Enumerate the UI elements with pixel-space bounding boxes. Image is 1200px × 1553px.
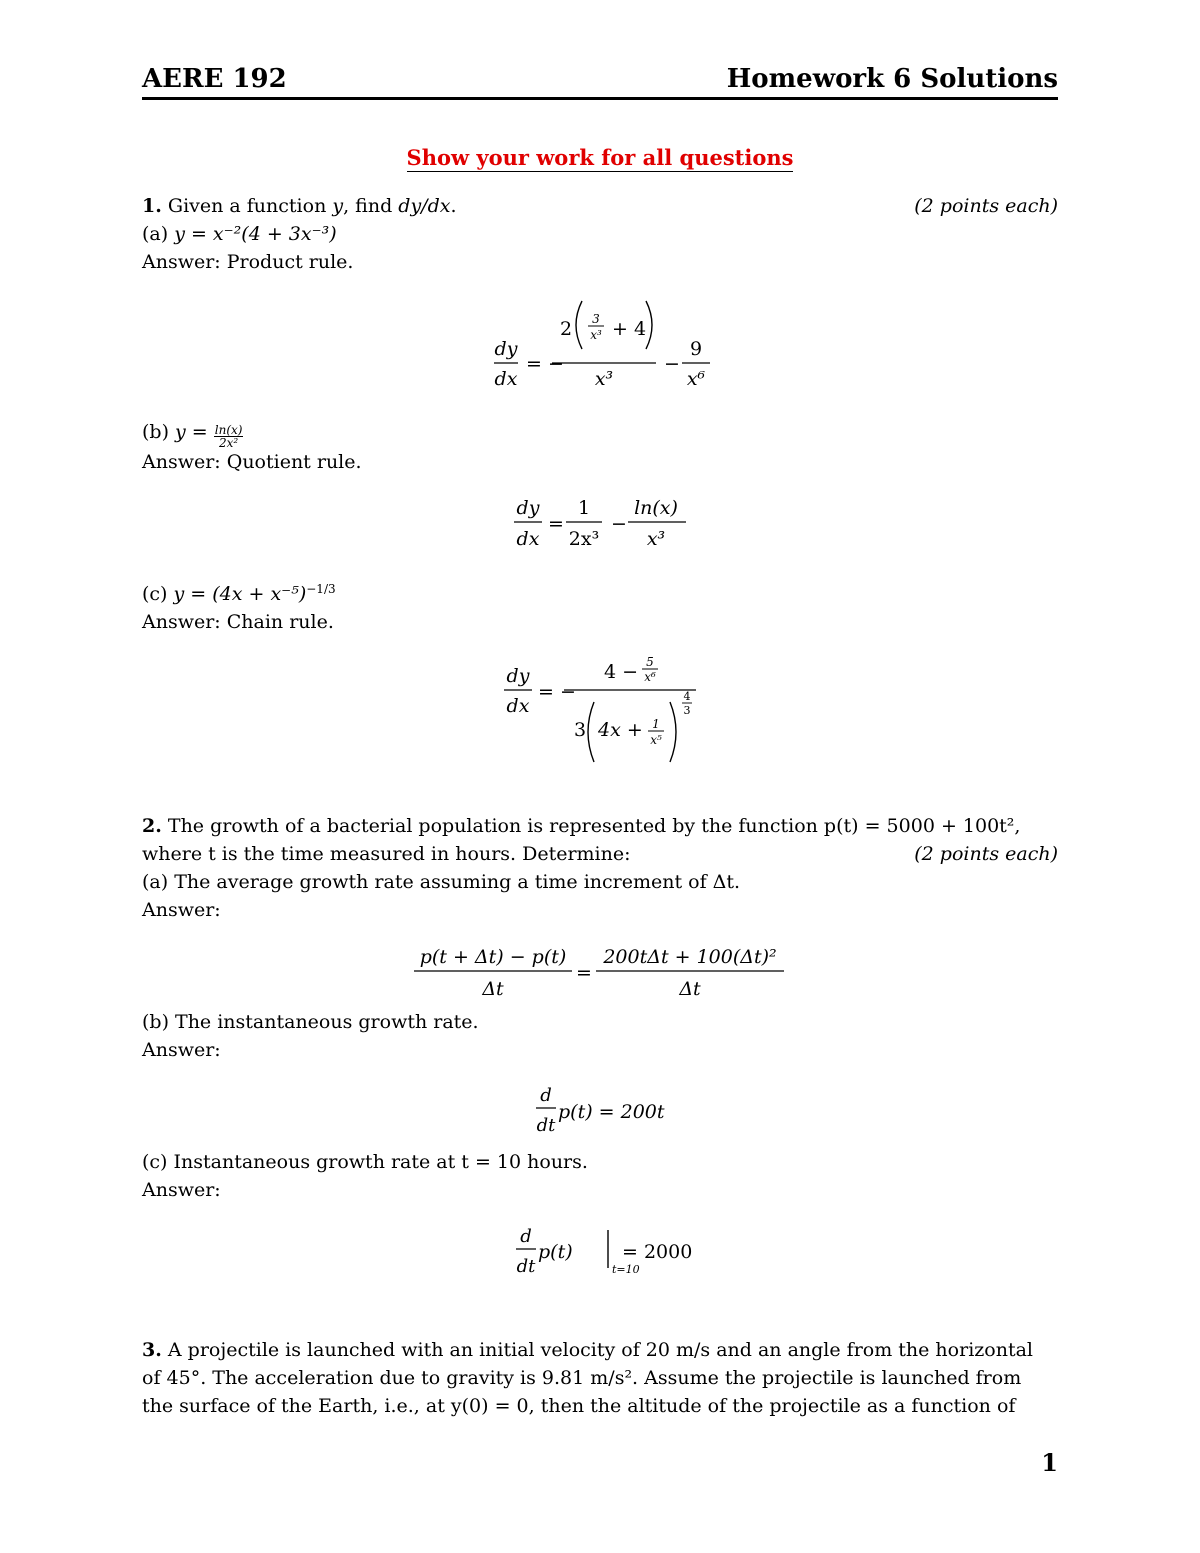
q3-number: 3.: [142, 1339, 162, 1361]
svg-text:ln(x): ln(x): [634, 497, 678, 519]
equation-2c-svg: [142, 1218, 1058, 1288]
q3-line1: 3. A projectile is launched with an initial velocity of 20 m/s and an angle from the horizontal: [142, 1339, 1033, 1361]
equation-1b-svg: [142, 490, 1058, 560]
svg-text:x³: x³: [594, 368, 614, 390]
instruction-text: Show your work for all questions: [406, 145, 794, 170]
equation-1b: [142, 490, 1058, 560]
q1b-answer: Answer: Quotient rule.: [142, 451, 362, 473]
svg-text:dx: dx: [494, 368, 518, 390]
equation-2b: [142, 1075, 1058, 1145]
instruction-banner: [0, 144, 1200, 172]
svg-text:5: 5: [646, 655, 654, 669]
svg-text:x⁵: x⁵: [650, 733, 662, 747]
q2c-text: (c) Instantaneous growth rate at t = 10 hours.: [142, 1151, 588, 1173]
q1a-function: (a) y = x⁻²(4 + 3x⁻³): [142, 223, 337, 245]
svg-text:2: 2: [560, 318, 573, 340]
svg-text:= −: = −: [538, 681, 576, 703]
q2-number: 2.: [142, 815, 162, 837]
svg-text:4 −: 4 −: [604, 661, 639, 683]
q1-number: 1.: [142, 195, 162, 217]
q2-line1: 2. The growth of a bacterial population is represented by the function p(t) = 5000 + 100t²,: [142, 815, 1021, 837]
q1b-function: (b) y = $\frac{\ln(x)}{\text{2x²}}$: [142, 421, 243, 450]
document-title: Homework 6 Solutions: [726, 64, 1058, 94]
svg-text:dt: dt: [536, 1115, 556, 1136]
svg-text:dy: dy: [516, 497, 540, 519]
equation-2a: [142, 935, 1058, 1005]
svg-text:9: 9: [689, 338, 703, 360]
svg-text:4: 4: [683, 690, 691, 703]
svg-text:dx: dx: [506, 695, 530, 717]
svg-text:Δt: Δt: [482, 978, 504, 1000]
course-code: AERE 192: [142, 64, 287, 94]
svg-text:dx: dx: [516, 528, 540, 550]
q1a-answer: Answer: Product rule.: [142, 251, 354, 273]
q1-prompt: 1. Given a function y, find dy/dx. (2 points each): [142, 192, 1058, 220]
svg-text:d: d: [520, 1226, 532, 1247]
equation-1a-svg: [142, 295, 1058, 395]
equation-1c-svg: [142, 650, 1058, 770]
q1c-function: (c) $y = (4x + x^{-5})^{-1/3}$: [142, 582, 336, 605]
q1-points: (2 points each): [914, 195, 1058, 217]
equation-2c: [142, 1218, 1058, 1288]
svg-text:−: −: [664, 353, 680, 375]
page-number: 1: [1041, 1448, 1058, 1477]
svg-text:Δt: Δt: [679, 978, 701, 1000]
svg-text:x⁶: x⁶: [686, 368, 706, 390]
svg-text:d: d: [540, 1085, 552, 1106]
svg-text:p(t + Δt) − p(t): p(t + Δt) − p(t): [419, 946, 567, 968]
q3-line3: the surface of the Earth, i.e., at y(0) = 0, then the altitude of the projectile as a function of: [142, 1395, 1016, 1417]
q2c-answer: Answer:: [142, 1179, 221, 1201]
svg-text:1: 1: [652, 717, 660, 731]
svg-text:4x +: 4x +: [598, 719, 643, 741]
svg-text:p(t) = 200t: p(t) = 200t: [558, 1101, 665, 1123]
q2b-answer: Answer:: [142, 1039, 221, 1061]
header-rule: [142, 97, 1058, 100]
svg-text:x⁶: x⁶: [644, 670, 656, 684]
svg-text:=: =: [576, 962, 592, 984]
q2b-text: (b) The instantaneous growth rate.: [142, 1011, 479, 1033]
svg-text:3: 3: [574, 719, 587, 741]
equation-1c: [142, 650, 1058, 770]
q1c-answer: Answer: Chain rule.: [142, 611, 334, 633]
svg-text:x³: x³: [646, 528, 666, 550]
svg-text:dy: dy: [506, 665, 530, 687]
svg-text:= 2000: = 2000: [622, 1241, 693, 1263]
svg-text:+ 4: + 4: [612, 318, 647, 340]
equation-2a-svg: [142, 935, 1058, 1005]
svg-text:−: −: [611, 513, 627, 535]
svg-text:=: =: [548, 513, 564, 535]
svg-text:t=10: t=10: [612, 1263, 640, 1276]
svg-text:2x³: 2x³: [568, 528, 600, 550]
svg-text:p(t): p(t): [538, 1241, 573, 1263]
q2-points: (2 points each): [914, 843, 1058, 865]
svg-text:200tΔt + 100(Δt)²: 200tΔt + 100(Δt)²: [603, 946, 777, 968]
equation-1a: [142, 295, 1058, 395]
q2a-text: (a) The average growth rate assuming a time increment of Δt.: [142, 871, 741, 893]
svg-text:1: 1: [577, 497, 591, 519]
svg-text:3: 3: [683, 704, 691, 717]
equation-2b-svg: [142, 1075, 1058, 1145]
svg-text:= −: = −: [526, 353, 564, 375]
svg-text:x³: x³: [590, 328, 602, 342]
svg-text:dy: dy: [494, 338, 518, 360]
svg-text:3: 3: [592, 312, 600, 326]
q3-line2: of 45°. The acceleration due to gravity is 9.81 m/s². Assume the projectile is launched from: [142, 1367, 1022, 1389]
q2a-answer: Answer:: [142, 899, 221, 921]
svg-text:dt: dt: [516, 1256, 536, 1277]
q2-line2: where t is the time measured in hours. Determine: (2 points each): [142, 840, 1058, 868]
q1b-fraction: $\frac{\ln(x)}{\text{2x²}}$: [214, 423, 243, 450]
